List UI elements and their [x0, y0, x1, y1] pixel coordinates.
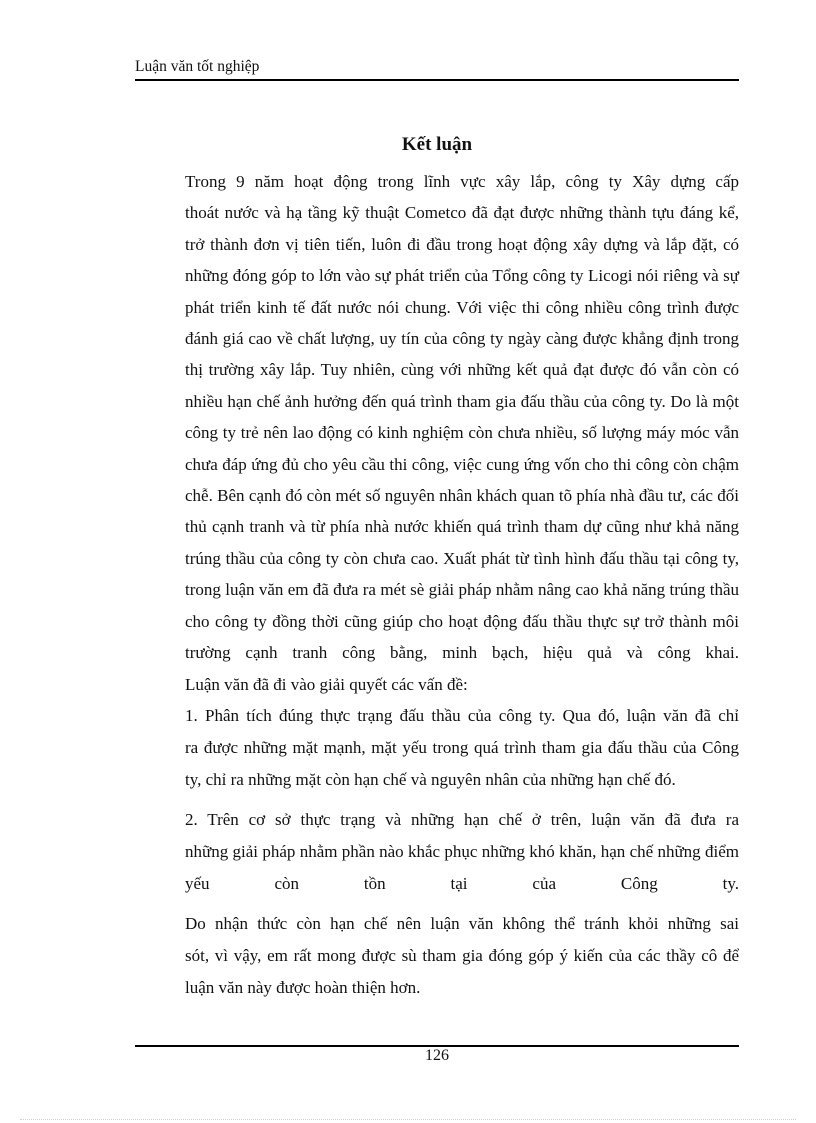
text-line: luận văn này được hoàn thiện hơn. [185, 977, 421, 997]
text-line: Trong 9 năm hoạt động trong lĩnh vực xây lắp, công ty Xây dựng cấp [185, 172, 739, 191]
text-line: Do nhận thức còn hạn chế nên luận văn không thể tránh khỏi những sai [185, 914, 739, 934]
text-line: nhiều hạn chế ảnh hưởng đến quá trình tham gia đấu thầu của công ty. Do là một [185, 391, 739, 411]
document-body [135, 166, 739, 1004]
paragraph-intro-list [135, 669, 739, 701]
text-line: Luận văn đã đi vào giải quyết các vấn đề: [185, 674, 468, 694]
text-line: cho công ty đồng thời cũng giúp cho hoạt động đấu thầu thực sự trở thành môi [185, 611, 739, 631]
header-rule [135, 79, 739, 81]
text-line: phát triển kinh tế đất nước nói chung. Với việc thi công nhiều công trình được [185, 297, 739, 317]
text-line: chưa đáp ứng đủ cho yêu cầu thi công, việc cung ứng vốn cho thi công còn chậm [185, 454, 739, 474]
paragraph-conclusion-summary [135, 166, 739, 669]
text-line: sót, vì vậy, em rất mong được sù tham gia đóng góp ý kiến của các thầy cô để [185, 946, 739, 966]
text-line: ra được những mặt mạnh, mặt yếu trong quá trình tham gia đấu thầu của Công [185, 737, 739, 757]
text-line: đánh giá cao về chất lượng, uy tín của công ty ngày càng được khẳng định trong [185, 329, 739, 349]
text-line: thủ cạnh tranh và từ phía nhà nước khiến quá trình tham dự cũng như khả năng [185, 517, 739, 537]
text-line: thoát nước và hạ tầng kỹ thuật Cometco đã đạt được những thành tựu đáng kể, [185, 203, 739, 223]
text-line: ty, chỉ ra những mặt còn hạn chế và nguyên nhân của những hạn chế đó. [185, 769, 676, 789]
text-line: thị trường xây lắp. Tuy nhiên, cùng với những kết quả đạt được đó vẫn còn có [185, 360, 739, 380]
text-line: chễ. Bên cạnh đó còn mét số nguyên nhân khách quan tõ phía nhà đầu tư, các đối [185, 486, 739, 506]
paragraph-point-1 [135, 700, 739, 795]
paragraph-point-2 [135, 804, 739, 899]
page-edge-divider [20, 1119, 796, 1120]
text-line: trường cạnh tranh công bằng, minh bạch, hiệu quả và công khai. [185, 643, 739, 663]
text-line: trở thành đơn vị tiên tiến, luôn đi đầu trong hoạt động xây dựng và lắp đặt, có [185, 234, 739, 254]
section-title: Kết luận [401, 134, 473, 155]
text-line: yếu còn tồn tại của Công ty. [185, 873, 739, 893]
text-line: 2. Trên cơ sở thực trạng và những hạn chế ở trên, luận văn đã đưa ra [185, 810, 739, 830]
text-line: trong luận văn em đã đưa ra mét sè giải pháp nhằm nâng cao khả năng trúng thầu [185, 580, 739, 600]
text-line: những giải pháp nhằm phần nào khắc phục những khó khăn, hạn chế những điểm [185, 842, 739, 862]
paragraph-closing [135, 908, 739, 1003]
text-line: 1. Phân tích đúng thực trạng đấu thầu của công ty. Qua đó, luận văn đã chỉ [185, 706, 739, 726]
text-line: những đóng góp to lớn vào sự phát triển của Tổng công ty Licogi nói riêng và sự [185, 266, 739, 286]
text-line: công ty trẻ nên lao động có kinh nghiệm còn chưa nhiều, số lượng máy móc vẫn [185, 423, 739, 443]
running-header: Luận văn tốt nghiệp [135, 58, 260, 75]
page-number: 126 [425, 1047, 449, 1064]
text-line: trúng thầu của công ty còn chưa cao. Xuất phát từ tình hình đấu thầu tại công ty, [185, 548, 739, 568]
